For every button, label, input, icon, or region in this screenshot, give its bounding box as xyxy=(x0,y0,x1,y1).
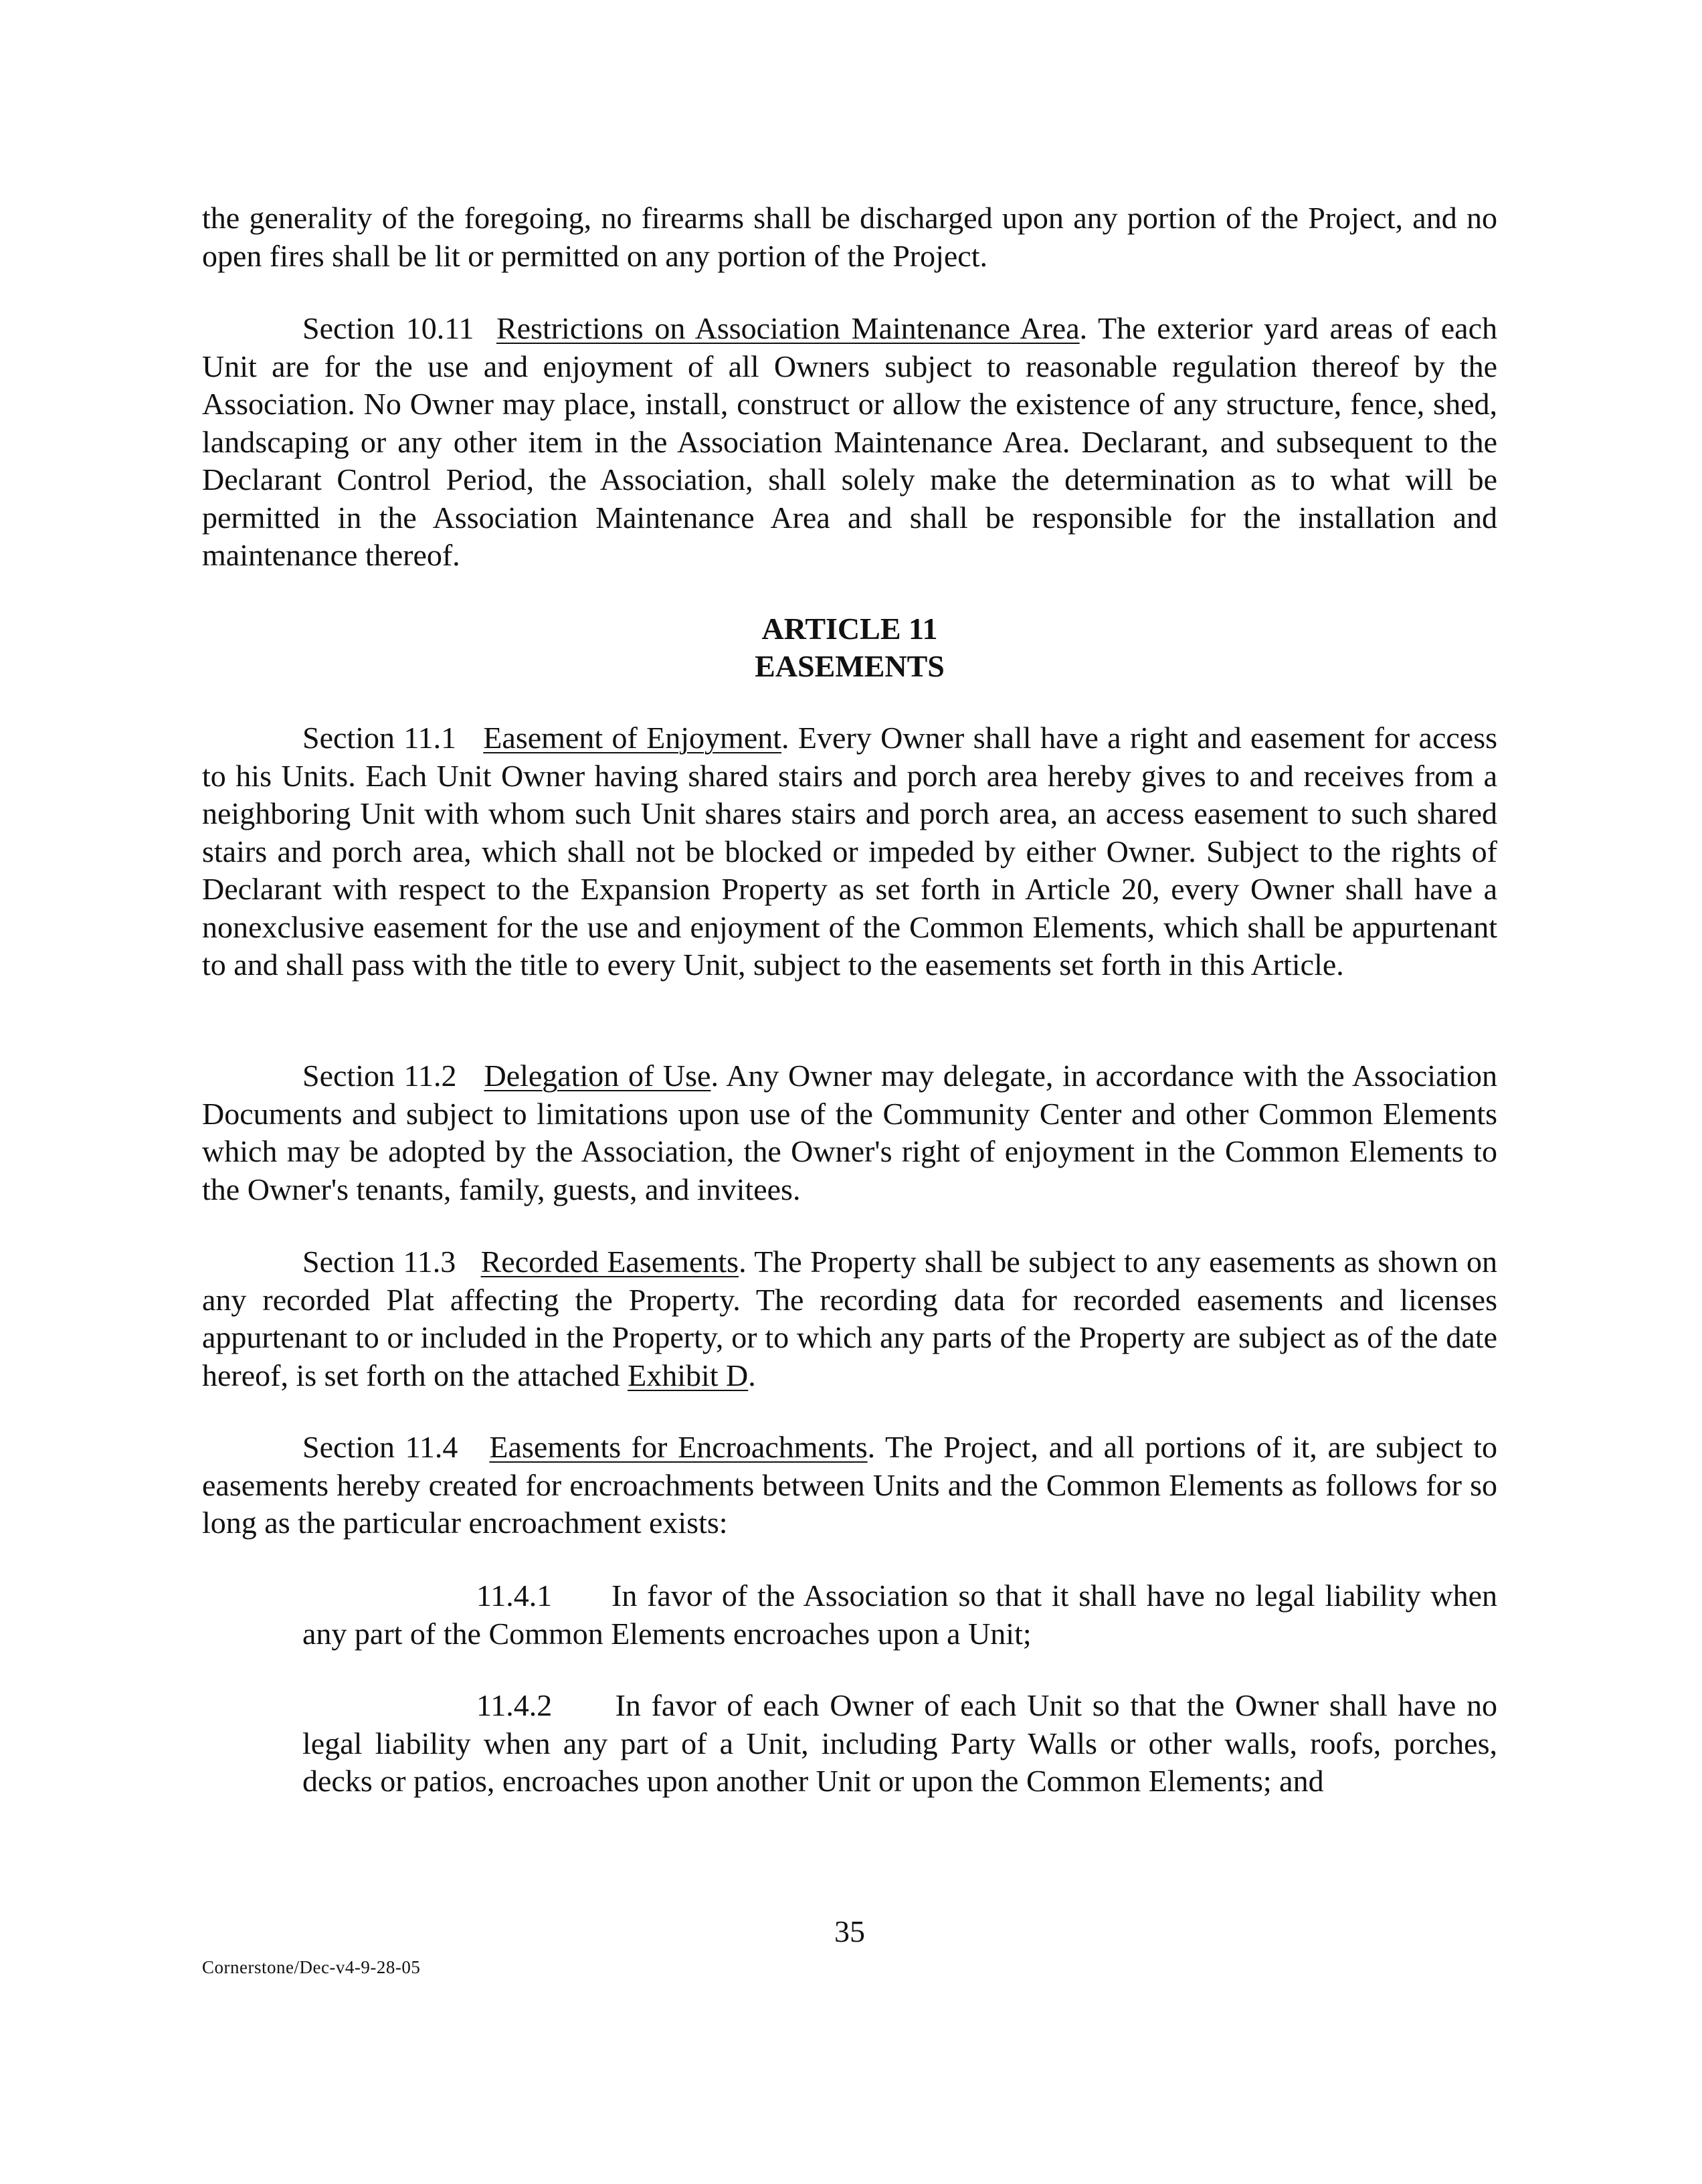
subsection-11-4-2 xyxy=(302,1687,1497,1801)
exhibit-d-link[interactable]: Exhibit D xyxy=(628,1358,749,1392)
section-body: . The Property shall be subject to any easements as shown on any recorded Plat affecting the Property. The recording data for recorded easements and licenses appurtenant to or included in the Property, or to which any parts of the Property are subject as of the date hereof, is set forth on the attached xyxy=(202,1245,1497,1392)
section-number: Section 11.1 xyxy=(302,721,457,755)
section-11-3 xyxy=(202,1243,1497,1394)
section-title: Restrictions on Association Maintenance Area xyxy=(496,311,1080,345)
section-title: Delegation of Use xyxy=(484,1059,711,1093)
page-number: 35 xyxy=(834,1914,865,1948)
section-number: Section 11.4 xyxy=(302,1430,458,1464)
section-number: Section 11.2 xyxy=(302,1059,457,1093)
section-body: . Any Owner may delegate, in accordance with the Association Documents and subject to limitations upon use of the Community Center and other Common Elements which may be adopted by the Association, the Owner's right of enjoyment in the Common Elements to the Owner's tenants, family, guests, and invitees. xyxy=(202,1059,1498,1206)
subsection-body: In favor of each Owner of each Unit so that the Owner shall have no legal liability when any part of a Unit, including Party Walls or other walls, roofs, porches, decks or patios, encroaches upon another Unit or upon the Common Elements; and xyxy=(302,1688,1497,1798)
section-title: Recorded Easements xyxy=(480,1245,739,1279)
subsection-11-4-1 xyxy=(302,1577,1497,1653)
section-11-1 xyxy=(202,719,1497,984)
section-body: . The Project, and all portions of it, are subject to easements hereby created for encroachments between Units and the Common Elements as follows for so long as the particular encroachment exists: xyxy=(202,1430,1497,1540)
subsection-number: 11.4.2 xyxy=(476,1688,553,1722)
section-body: . The exterior yard areas of each Unit are for the use and enjoyment of all Owners subject to reasonable regulation thereof by the Association. No Owner may place, install, construct or allow the existence of any structure, fence, shed, landscaping or any other item in the Association Maintenance Area. Declarant, and subsequent to the Declarant Control Period, the Association, shall solely make the determination as to what will be permitted in the Association Maintenance Area and shall be responsible for the installation and maintenance thereof. xyxy=(202,311,1497,572)
footer-document-reference: Cornerstone/Dec-v4-9-28-05 xyxy=(202,1957,421,1977)
article-title: EASEMENTS xyxy=(755,649,945,683)
section-number: Section 10.11 xyxy=(302,311,474,345)
section-title: Easements for Encroachments xyxy=(489,1430,868,1464)
article-number: ARTICLE 11 xyxy=(761,612,938,646)
subsection-number: 11.4.1 xyxy=(476,1578,553,1613)
section-11-2 xyxy=(202,1057,1497,1208)
section-10-11 xyxy=(202,310,1497,575)
section-number: Section 11.3 xyxy=(302,1245,456,1279)
section-title: Easement of Enjoyment xyxy=(483,721,782,755)
section-tail: . xyxy=(748,1358,756,1392)
section-body: . Every Owner shall have a right and easement for access to his Units. Each Unit Owner having shared stairs and porch area hereby gives to and receives from a neighboring Unit with whom such Unit shares stairs and porch area, an access easement to such shared stairs and porch area, which shall not be blocked or impeded by either Owner. Subject to the rights of Declarant with respect to the Expansion Property as set forth in Article 20, every Owner shall have a nonexclusive easement for the use and enjoyment of the Common Elements, which shall be appurtenant to and shall pass with the title to every Unit, subject to the easements set forth in this Article. xyxy=(202,721,1497,982)
subsection-body: In favor of the Association so that it shall have no legal liability when any part of the Common Elements encroaches upon a Unit; xyxy=(302,1578,1497,1651)
continuation-paragraph: the generality of the foregoing, no firearms shall be discharged upon any portion of the Project, and no open fires shall be lit or permitted on any portion of the Project. xyxy=(202,201,1497,273)
section-11-4 xyxy=(202,1429,1497,1542)
